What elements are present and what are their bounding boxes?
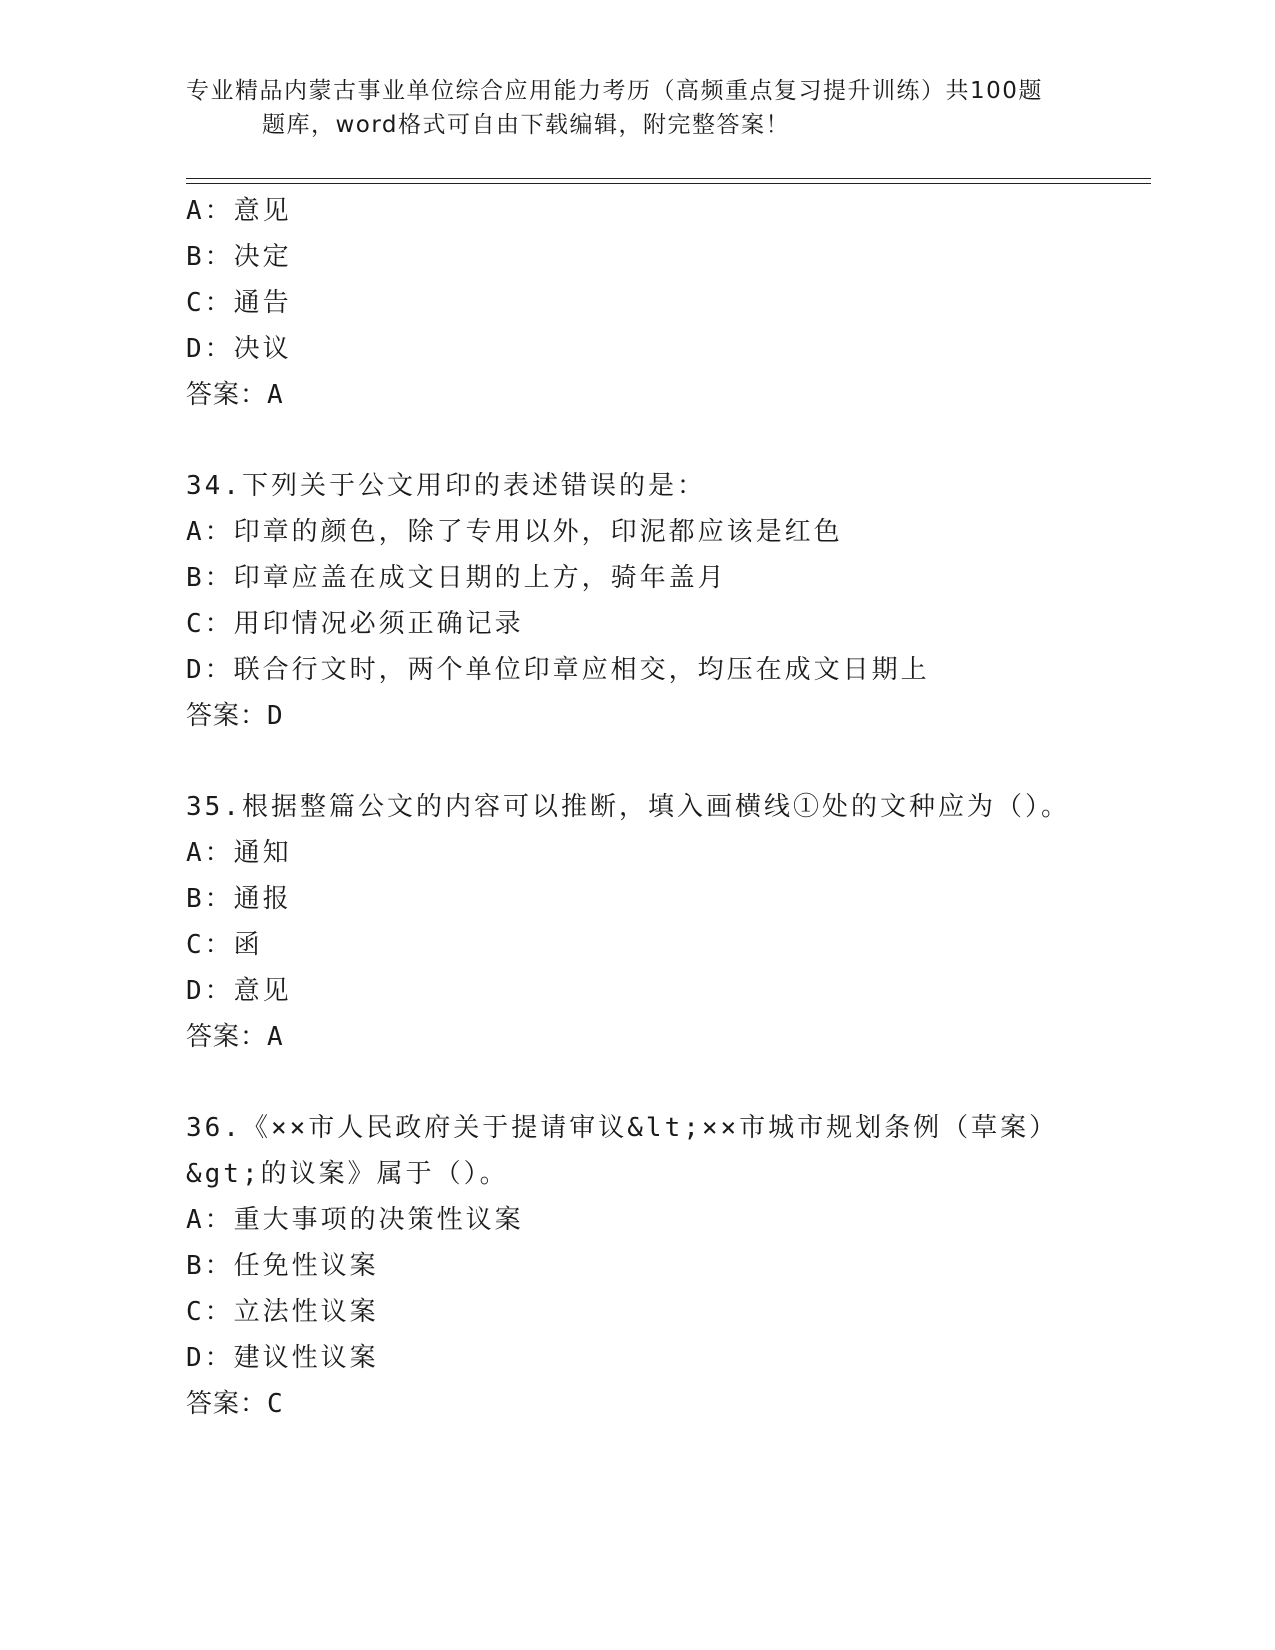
question-36 xyxy=(186,1105,1146,1427)
question-33 xyxy=(186,188,1146,418)
option-a: A：通知 xyxy=(186,838,292,868)
option-d: D：决议 xyxy=(186,334,292,364)
answer-label: 答案： xyxy=(186,701,268,731)
answer-line xyxy=(186,1014,1146,1060)
option-a: A：重大事项的决策性议案 xyxy=(186,1205,524,1235)
option-d: D：联合行文时，两个单位印章应相交，均压在成文日期上 xyxy=(186,655,930,685)
page-header xyxy=(186,74,1086,142)
header-title-line-1: 专业精品内蒙古事业单位综合应用能力考历（高频重点复习提升训练）共100题 xyxy=(186,78,1043,104)
question-text: 34.下列关于公文用印的表述错误的是： xyxy=(186,471,706,501)
option-c: C：立法性议案 xyxy=(186,1297,379,1327)
answer-value: C xyxy=(267,1389,284,1419)
header-title-line-2: 题库，word格式可自由下载编辑，附完整答案！ xyxy=(262,112,791,138)
answer-label: 答案： xyxy=(186,380,268,410)
answer-value: D xyxy=(267,701,284,731)
question-34 xyxy=(186,463,1146,739)
option-c: C：用印情况必须正确记录 xyxy=(186,609,524,639)
option-d: D：意见 xyxy=(186,976,292,1006)
answer-line xyxy=(186,372,1146,418)
question-text: 35.根据整篇公文的内容可以推断，填入画横线①处的文种应为（）。 xyxy=(186,792,1070,822)
option-b: B：印章应盖在成文日期的上方，骑年盖月 xyxy=(186,563,727,593)
answer-line xyxy=(186,1381,1146,1427)
option-a: A：印章的颜色，除了专用以外，印泥都应该是红色 xyxy=(186,517,843,547)
answer-label: 答案： xyxy=(186,1389,268,1419)
option-b: B：决定 xyxy=(186,242,292,272)
header-divider-top xyxy=(186,178,1151,179)
answer-line xyxy=(186,693,1146,739)
question-text-line-2: &gt;的议案》属于（）。 xyxy=(186,1159,509,1189)
option-b: B：任免性议案 xyxy=(186,1251,379,1281)
answer-value: A xyxy=(267,1022,284,1052)
answer-label: 答案： xyxy=(186,1022,268,1052)
header-divider-bottom xyxy=(186,183,1151,184)
option-a: A：意见 xyxy=(186,196,292,226)
question-text-line-1: 36.《××市人民政府关于提请审议&lt;××市城市规划条例（草案） xyxy=(186,1113,1059,1143)
question-35 xyxy=(186,784,1146,1060)
option-d: D：建议性议案 xyxy=(186,1343,379,1373)
answer-value: A xyxy=(267,380,284,410)
option-b: B：通报 xyxy=(186,884,292,914)
option-c: C：函 xyxy=(186,930,263,960)
option-c: C：通告 xyxy=(186,288,292,318)
question-content xyxy=(186,188,1146,1427)
